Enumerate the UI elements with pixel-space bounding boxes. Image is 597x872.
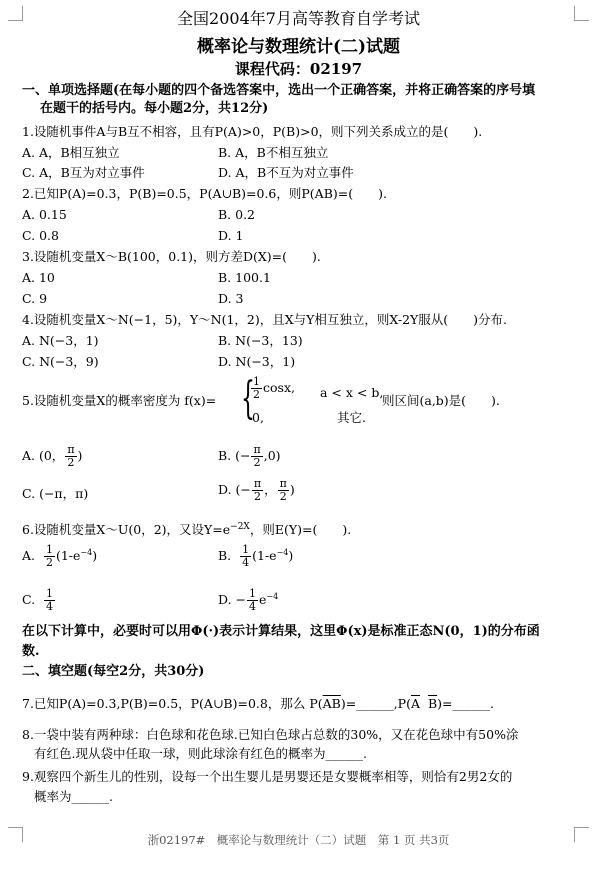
q9-line1: 9.观察四个新生儿的性别，设每一个出生婴儿是男婴还是女婴概率相等，则恰有2男2女的 <box>22 769 513 784</box>
q5-option-c: C. (−π，π) <box>22 486 89 501</box>
section1-heading-line2: 在题干的括号内。每小题2分，共12分) <box>40 101 269 116</box>
q4-option-c: C. N(−3，9) <box>22 354 99 369</box>
q1-option-d: D. A，B不互为对立事件 <box>218 165 354 180</box>
q2-option-b: B. 0.2 <box>218 207 256 222</box>
q1-option-a: A. A，B相互独立 <box>22 145 120 160</box>
q9-line2: 概率为______. <box>34 789 113 804</box>
q1-option-c: C. A，B互为对立事件 <box>22 165 145 180</box>
q3-option-d: D. 3 <box>218 291 244 306</box>
q1-stem: 1.设随机事件A与B互不相容，且有P(A)>0，P(B)>0，则下列关系成立的是( ). <box>22 124 483 139</box>
q3-option-b: B. 100.1 <box>218 270 271 285</box>
q7: 7.已知P(A)=0.3,P(B)=0.5，P(A∪B)=0.8，那么 $P(\overline{AB})=\_\_\_\_\_\_,P(\overline{A}$ $\overline{B})=\_\_\_\_\_\_$. <box>22 696 494 711</box>
note-line1: 在以下计算中，必要时可以用Φ(·)表示计算结果，这里Φ(x)是标准正态N(0，1)的分布函 <box>22 624 540 639</box>
page-footer: 浙02197# 概率论与数理统计（二）试题 第 1 页 共3页 <box>147 833 450 847</box>
q3-stem: 3.设随机变量X～B(100，0.1)，则方差D(X)=( ). <box>22 249 321 264</box>
q6-option-d: D. − $\frac{1}{4}$ $e^{-4}$ <box>218 587 279 613</box>
q5-stem-suffix: 则区间(a,b)是( ). <box>382 393 500 408</box>
q3-option-a: A. 10 <box>22 270 55 285</box>
q5-case2-expr: 0, <box>252 410 264 425</box>
q6-stem: 6.设随机变量X～U(0，2)，又设$Y=e^{-2X}$，则E(Y)=( ). <box>22 522 352 538</box>
fraction-pi-over-2: $\frac{\pi}{2}$ <box>253 443 261 469</box>
piecewise-brace: { <box>241 373 255 424</box>
q8-line1: 8.一袋中装有两种球：白色球和花色球.已知白色球占总数的30%，又在花色球中有50%涂 <box>22 727 519 742</box>
q5-option-b: B. (− $\frac{\pi}{2}$ ,0) <box>218 443 281 469</box>
section2-heading: 二、填空题(每空2分，共30分) <box>22 664 205 679</box>
fraction-pi-over-2: $\frac{\pi}{2}$ <box>279 477 287 503</box>
q4-option-b: B. N(−3，13) <box>218 333 303 348</box>
q2-option-d: D. 1 <box>218 228 244 243</box>
note-line2: 数. <box>22 644 40 659</box>
q6-option-c: C. $\frac{1}{4}$ <box>22 587 54 613</box>
q6-option-a: A. $\frac{1}{2}$ $(1-e^{-4})$ <box>22 543 98 569</box>
q4-option-d: D. N(−3，1) <box>218 354 296 369</box>
q3-option-c: C. 9 <box>22 291 48 306</box>
q5-option-d: D. (− $\frac{\pi}{2}$ ， $\frac{\pi}{2}$ ) <box>218 477 295 503</box>
course-code: 课程代码：02197 <box>234 60 363 78</box>
fraction-pi-over-2: $\frac{\pi}{2}$ <box>253 477 262 503</box>
fraction-one-quarter: $\frac{1}{4}$ <box>249 587 256 613</box>
fraction-one-quarter: $\frac{1}{4}$ <box>46 587 54 613</box>
fraction-one-half: $\frac{1}{2}$ <box>45 543 53 569</box>
q4-stem: 4.设随机变量X～N(−1，5)，Y～N(1，2)，且X与Y相互独立，则X-2Y服从( )分布. <box>22 312 508 327</box>
section1-heading-line1: 一、单项选择题(在每小题的四个备选答案中，选出一个正确答案，并将正确答案的序号填 <box>22 83 536 98</box>
q8-line2: 有红色.现从袋中任取一球，则此球涂有红色的概率为______. <box>34 746 367 761</box>
fraction-pi-over-2: $\frac{\pi}{2}$ <box>67 443 75 469</box>
q6-option-b: B. $\frac{1}{4}$ $(1-e^{-4})$ <box>218 543 294 569</box>
q5-case1-condition: a < x < b, <box>320 385 384 400</box>
q5-case1: $\frac{1}{2}$ cosx, <box>253 375 295 401</box>
q2-stem: 2.已知P(A)=0.3，P(B)=0.5，P(A∪B)=0.6，则P(AB)=( ). <box>22 186 387 201</box>
q1-option-b: B. A，B不相互独立 <box>218 145 329 160</box>
course-title: 概率论与数理统计(二)试题 <box>196 37 401 57</box>
q5-stem-prefix: 5.设随机变量X的概率密度为 f(x)= <box>22 393 217 408</box>
q2-option-c: C. 0.8 <box>22 228 59 243</box>
q5-case2-condition: 其它. <box>337 410 366 425</box>
q2-option-a: A. 0.15 <box>22 207 67 222</box>
q5-option-a: A. (0， $\frac{\pi}{2}$ ) <box>22 443 83 469</box>
q4-option-a: A. N(−3，1) <box>22 333 99 348</box>
fraction-one-half: $\frac{1}{2}$ <box>253 375 260 401</box>
exam-title: 全国2004年7月高等教育自学考试 <box>177 9 420 28</box>
fraction-one-quarter: $\frac{1}{4}$ <box>242 543 250 569</box>
